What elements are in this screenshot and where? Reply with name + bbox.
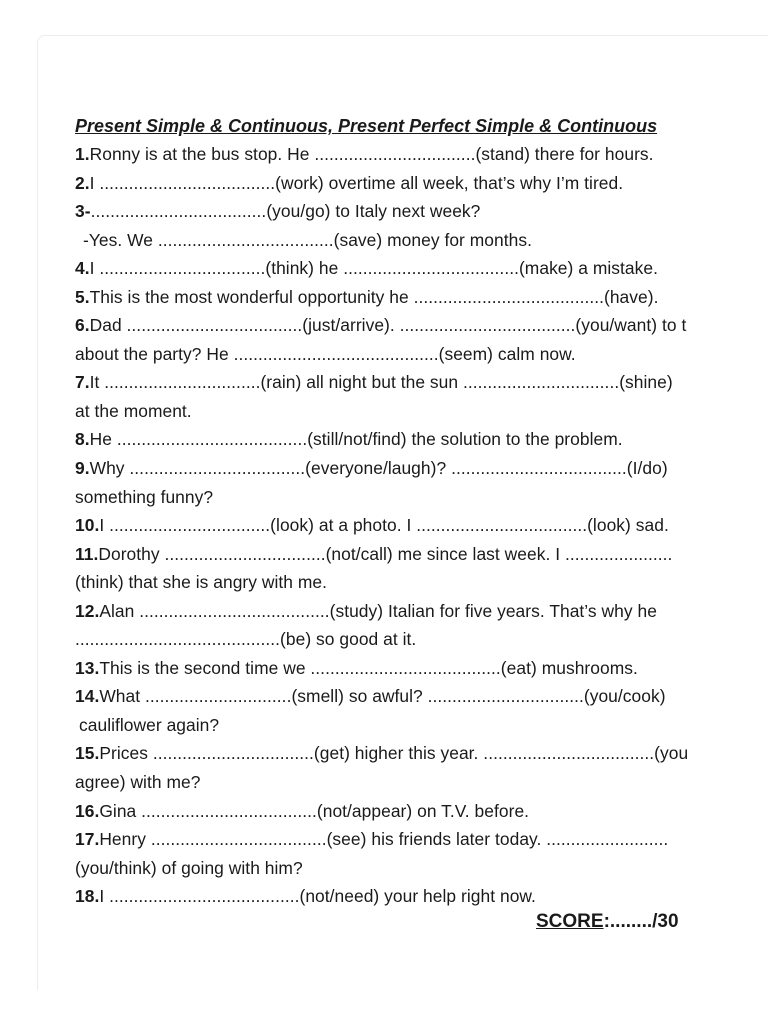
question-line — [75, 654, 768, 683]
question-text: ....................................(you/go) to Italy next week? — [90, 201, 481, 222]
question-continuation — [75, 854, 768, 883]
question-number: 15. — [75, 743, 100, 764]
question-continuation — [75, 768, 768, 797]
question-text: ..........................................(be) so good at it. — [75, 629, 417, 650]
question-line — [75, 825, 768, 854]
score — [536, 908, 679, 936]
question-continuation — [75, 483, 768, 512]
question-line — [75, 368, 768, 397]
question-continuation — [75, 625, 768, 654]
question-continuation — [75, 226, 768, 255]
question-number: 3- — [75, 201, 91, 222]
question-number: 10. — [75, 515, 100, 536]
question-text: (think) that she is angry with me. — [75, 572, 328, 593]
question-number: 2. — [75, 172, 90, 193]
question-number: 13. — [75, 657, 100, 678]
question-line — [75, 454, 768, 483]
question-text: Gina ....................................(not/appear) on T.V. before. — [99, 800, 530, 821]
question-text: This is the second time we .......................................(eat) mushrooms. — [99, 657, 638, 678]
question-number: 1. — [75, 144, 90, 164]
question-text: at the moment. — [75, 400, 192, 421]
question-number: 17. — [75, 829, 100, 850]
question-line — [75, 197, 768, 226]
score-label: SCORE — [536, 911, 604, 932]
question-number: 8. — [75, 429, 90, 450]
question-number: 11. — [75, 543, 99, 564]
question-text: Prices .................................(get) higher this year. ...................................(you — [99, 743, 689, 764]
question-line — [75, 169, 768, 198]
question-continuation — [75, 568, 768, 597]
question-line — [75, 597, 768, 626]
question-number: 6. — [75, 315, 90, 336]
question-text: I ..................................(think) he ....................................(make) a mistake. — [89, 258, 659, 279]
question-text: Henry ....................................(see) his friends later today. ......................... — [99, 829, 669, 850]
question-text: I .......................................(not/need) your help right now. — [99, 886, 536, 907]
worksheet — [75, 112, 768, 911]
question-continuation — [75, 711, 768, 740]
question-text: (you/think) of going with him? — [75, 857, 303, 878]
question-number: 18. — [75, 886, 100, 907]
question-number: 7. — [75, 372, 90, 393]
question-line — [75, 140, 768, 169]
question-continuation — [75, 397, 768, 426]
question-number: 14. — [75, 686, 100, 707]
question-number: 4. — [75, 258, 90, 279]
question-text: Ronny is at the bus stop. He .................................(stand) there for hours. — [89, 144, 654, 164]
question-text: cauliflower again? — [79, 714, 220, 735]
question-number: 16. — [75, 800, 100, 821]
question-text: something funny? — [75, 486, 214, 507]
question-text: Alan .......................................(study) Italian for five years. That’s why he — [99, 600, 657, 621]
question-line — [75, 739, 768, 768]
worksheet-title: Present Simple & Continuous, Present Perfect Simple & Continuous — [75, 116, 658, 136]
question-line — [75, 283, 768, 312]
question-line — [75, 254, 768, 283]
question-text: It ................................(rain) all night but the sun ................................(shine) — [89, 372, 673, 393]
question-text: Dad ....................................(just/arrive). ....................................(you/want) to t — [89, 315, 687, 336]
question-line — [75, 882, 768, 911]
question-number: 9. — [75, 458, 90, 479]
question-text: This is the most wonderful opportunity he .......................................(have). — [89, 286, 659, 307]
question-text: Dorothy .................................(not/call) me since last week. I ...................... — [98, 543, 673, 564]
question-text: What ..............................(smell) so awful? ................................(you/cook) — [99, 686, 666, 707]
question-line — [75, 540, 768, 569]
question-line — [75, 425, 768, 454]
question-text: Why ....................................(everyone/laugh)? ....................................(I/do) — [89, 458, 668, 479]
question-text: agree) with me? — [75, 772, 201, 793]
question-line — [75, 797, 768, 826]
question-text: I .................................(look) at a photo. I ...................................(look) sad. — [99, 515, 669, 536]
question-number: 5. — [75, 286, 90, 307]
question-text: -Yes. We ....................................(save) money for months. — [83, 229, 532, 250]
question-text: about the party? He ..........................................(seem) calm now. — [75, 343, 576, 364]
question-number: 12. — [75, 600, 100, 621]
question-text: I ....................................(work) overtime all week, that’s why I’m tired. — [89, 172, 624, 193]
question-continuation — [75, 340, 768, 369]
question-line — [75, 511, 768, 540]
score-value: :......../30 — [603, 911, 679, 932]
question-line — [75, 682, 768, 711]
question-line — [75, 311, 768, 340]
question-text: He .......................................(still/not/find) the solution to the problem. — [89, 429, 623, 450]
